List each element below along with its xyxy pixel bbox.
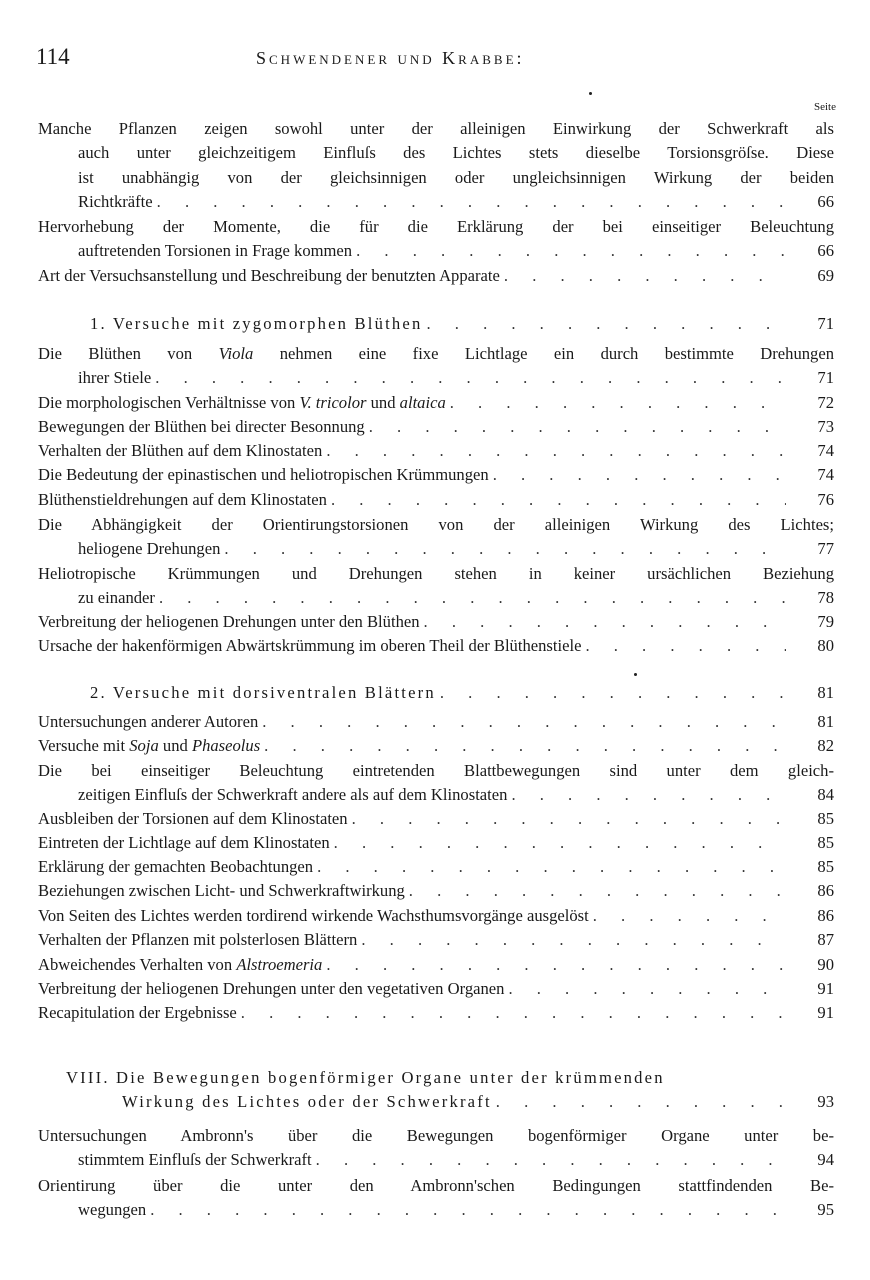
toc-entry xyxy=(38,488,834,512)
toc-entry xyxy=(38,391,834,415)
page-ref: 79 xyxy=(817,612,834,631)
entry-title: Die Bedeutung der epinastischen und heliotropischen Krümmungen xyxy=(38,465,489,484)
page-ref: 74 xyxy=(817,441,834,460)
entry-last-line xyxy=(38,855,834,879)
chapter-heading xyxy=(38,1066,834,1115)
toc-entry xyxy=(38,904,834,928)
toc-entry xyxy=(38,439,834,463)
entry-title: Verhalten der Blüthen auf dem Klinostaten xyxy=(38,441,323,460)
entry-title: Bewegungen der Blüthen bei directer Besonnung xyxy=(38,417,365,436)
dot-leader xyxy=(316,1148,786,1172)
toc-entry xyxy=(38,831,834,855)
entry-title: zeitigen Einfluſs der Schwerkraft andere als auf dem Klinostaten xyxy=(78,785,508,805)
entry-last-line xyxy=(38,1001,834,1025)
entry-title: Art der Versuchsanstellung und Beschreibung der benutzten Apparate xyxy=(38,266,500,285)
page-ref: 76 xyxy=(817,490,834,509)
dot-leader xyxy=(361,928,786,952)
toc-entry xyxy=(38,807,834,831)
dot-leader xyxy=(369,415,786,439)
dot-leader xyxy=(585,634,786,658)
page-ref: 91 xyxy=(817,1003,834,1022)
page-ref: 85 xyxy=(817,809,834,828)
dot-leader xyxy=(440,681,786,705)
dot-leader xyxy=(496,1090,786,1114)
dot-leader xyxy=(426,312,786,336)
toc-entry xyxy=(38,1174,834,1223)
toc-entry xyxy=(38,977,834,1001)
entry-title: Die morphologischen Verhältnisse von V. tricolor und altaica xyxy=(38,393,446,412)
page-ref: 84 xyxy=(817,785,834,805)
entry-title: Richtkräfte xyxy=(78,191,153,211)
entry-title: auftretenden Torsionen in Frage kommen xyxy=(78,241,353,261)
page-ref: 87 xyxy=(817,930,834,949)
page-ref: 91 xyxy=(817,979,834,998)
entry-last-line xyxy=(38,831,834,855)
toc-entry xyxy=(38,710,834,734)
toc-entry xyxy=(38,215,834,264)
entry-title: wegungen xyxy=(78,1200,147,1220)
entry-title: Blüthenstieldrehungen auf dem Klinostaten xyxy=(38,490,327,509)
entry-line: ist unabhängig von der gleichsinnigen oder ungleichsinnigen Wirkung der beiden xyxy=(78,167,834,187)
entry-last-line xyxy=(38,783,834,807)
entry-line: Heliotropische Krümmungen und Drehungen stehen in keiner ursächlichen Beziehung xyxy=(38,564,834,583)
toc-entry xyxy=(38,953,834,977)
entry-title: Untersuchungen anderer Autoren xyxy=(38,712,259,731)
entry-last-line xyxy=(38,928,834,952)
ink-speck xyxy=(589,92,592,95)
toc-entry xyxy=(38,463,834,487)
entry-last-line xyxy=(38,807,834,831)
dot-leader xyxy=(224,537,786,561)
page-ref: 66 xyxy=(817,191,834,211)
entry-last-line xyxy=(38,681,834,705)
entry-last-line xyxy=(38,415,834,439)
toc-entry xyxy=(38,879,834,903)
toc-entry xyxy=(38,759,834,808)
dot-leader xyxy=(262,710,786,734)
toc-entry xyxy=(38,117,834,214)
dot-leader xyxy=(264,734,786,758)
entry-last-line xyxy=(38,312,834,336)
species-name: Phaseolus xyxy=(191,736,261,755)
entry-title: Recapitulation der Ergebnisse xyxy=(38,1003,237,1022)
page-ref: 85 xyxy=(817,833,834,852)
entry-last-line xyxy=(38,537,834,561)
entry-title: zu einander xyxy=(78,588,155,608)
page-ref: 81 xyxy=(817,683,834,702)
entry-last-line xyxy=(38,904,834,928)
page-ref: 72 xyxy=(817,393,834,412)
toc-entry xyxy=(38,928,834,952)
entry-line: auch unter gleichzeitigem Einfluſs des Lichtes stets dieselbe Torsionsgröſse. Diese xyxy=(78,143,834,163)
dot-leader xyxy=(409,879,786,903)
page-ref: 78 xyxy=(817,588,834,608)
page-ref: 86 xyxy=(817,906,834,925)
ink-speck xyxy=(634,673,637,676)
entry-last-line xyxy=(38,1148,834,1172)
page-ref: 86 xyxy=(817,881,834,900)
dot-leader xyxy=(511,783,786,807)
toc-entry xyxy=(38,513,834,562)
dot-leader xyxy=(352,807,786,831)
entry-title: VIII. Die Bewegungen bogenförmiger Organe unter der krümmenden xyxy=(66,1068,665,1087)
toc-entry xyxy=(38,634,834,658)
entry-last-line xyxy=(38,953,834,977)
entry-title: Verbreitung der heliogenen Drehungen unter den vegetativen Organen xyxy=(38,979,505,998)
entry-last-line xyxy=(38,488,834,512)
entry-title: ihrer Stiele xyxy=(78,368,152,388)
entry-line: Die Blüthen von Viola nehmen eine fixe Lichtlage ein durch bestimmte Drehungen xyxy=(38,344,835,363)
toc-entry xyxy=(38,734,834,758)
toc-entry xyxy=(38,562,834,611)
page-ref: 73 xyxy=(817,417,834,436)
dot-leader xyxy=(157,190,786,214)
section-heading xyxy=(38,312,834,336)
entry-title: Ursache der hakenförmigen Abwärtskrümmung im oberen Theil der Blüthenstiele xyxy=(38,636,582,655)
dot-leader xyxy=(424,610,786,634)
entry-title: Erklärung der gemachten Beobachtungen xyxy=(38,857,314,876)
toc-entry xyxy=(38,610,834,634)
toc-entry xyxy=(38,855,834,879)
entry-last-line xyxy=(38,366,834,390)
species-name: Alstroemeria xyxy=(236,955,323,974)
page-ref: 85 xyxy=(817,857,834,876)
entry-title: Von Seiten des Lichtes werden tordirend wirkende Wachsthumsvorgänge ausgelöst xyxy=(38,906,589,925)
entry-last-line xyxy=(38,634,834,658)
entry-last-line xyxy=(38,610,834,634)
dot-leader xyxy=(331,488,786,512)
dot-leader xyxy=(155,366,786,390)
dot-leader xyxy=(493,463,786,487)
page-ref: 77 xyxy=(817,539,834,559)
page-ref: 71 xyxy=(817,368,834,388)
dot-leader xyxy=(241,1001,786,1025)
toc-entry xyxy=(38,1124,834,1173)
page-number: 114 xyxy=(36,44,70,69)
dot-leader xyxy=(450,391,786,415)
entry-line: Hervorhebung der Momente, die für die Erklärung der bei einseitiger Beleuchtung xyxy=(38,217,834,236)
entry-last-line xyxy=(38,710,834,734)
entry-last-line xyxy=(38,1198,834,1222)
page-ref: 74 xyxy=(817,465,834,484)
dot-leader xyxy=(334,831,786,855)
entry-line: Untersuchungen Ambronn's über die Bewegungen bogenförmiger Organe unter be- xyxy=(38,1126,834,1145)
toc-entry xyxy=(38,342,834,391)
entry-line: Manche Pflanzen zeigen sowohl unter der alleinigen Einwirkung der Schwerkraft als xyxy=(38,119,834,138)
dot-leader xyxy=(356,239,786,263)
entry-line: Die Abhängigkeit der Orientirungstorsionen von der alleinigen Wirkung des Lichtes; xyxy=(38,515,834,534)
species-name: V. tricolor xyxy=(299,393,367,412)
page-ref: 80 xyxy=(817,636,834,655)
entry-last-line xyxy=(38,391,834,415)
entry-last-line xyxy=(38,1090,834,1114)
entry-line xyxy=(38,1066,834,1090)
entry-last-line xyxy=(38,264,834,288)
dot-leader xyxy=(326,439,786,463)
entry-last-line xyxy=(38,239,834,263)
entry-line: Orientirung über die unter den Ambronn'schen Bedingungen stattfindenden Be- xyxy=(38,1176,834,1195)
entry-last-line xyxy=(38,586,834,610)
species-name: altaica xyxy=(399,393,446,412)
entry-last-line xyxy=(38,190,834,214)
entry-title: stimmtem Einfluſs der Schwerkraft xyxy=(78,1150,312,1170)
entry-title: 2. Versuche mit dorsiventralen Blättern xyxy=(90,683,436,702)
entry-title: Abweichendes Verhalten von Alstroemeria xyxy=(38,955,323,974)
entry-title: Eintreten der Lichtlage auf dem Klinostaten xyxy=(38,833,330,852)
page-ref: 81 xyxy=(817,712,834,731)
page-ref: 66 xyxy=(817,241,834,261)
dot-leader xyxy=(508,977,786,1001)
entry-line: Die bei einseitiger Beleuchtung eintretenden Blattbewegungen sind unter dem gleich- xyxy=(38,761,834,780)
page-ref: 69 xyxy=(817,266,834,285)
toc-entry xyxy=(38,415,834,439)
entry-last-line xyxy=(38,463,834,487)
page-ref: 90 xyxy=(817,955,834,974)
entry-last-line xyxy=(38,734,834,758)
entry-title: Verbreitung der heliogenen Drehungen unter den Blüthen xyxy=(38,612,420,631)
entry-title: Verhalten der Pflanzen mit polsterlosen Blättern xyxy=(38,930,358,949)
page-ref: 82 xyxy=(817,736,834,755)
entry-title: heliogene Drehungen xyxy=(78,539,221,559)
entry-last-line xyxy=(38,439,834,463)
page-ref: 71 xyxy=(817,314,834,333)
page-ref: 94 xyxy=(817,1150,834,1170)
dot-leader xyxy=(150,1198,786,1222)
page-ref: 95 xyxy=(817,1200,834,1220)
entry-title: Wirkung des Lichtes oder der Schwerkraft xyxy=(122,1092,492,1112)
species-name: Soja xyxy=(129,736,159,755)
dot-leader xyxy=(326,953,786,977)
section-heading xyxy=(38,681,834,705)
seite-column-label: Seite xyxy=(814,101,836,113)
entry-last-line xyxy=(38,977,834,1001)
dot-leader xyxy=(159,586,786,610)
dot-leader xyxy=(504,264,786,288)
entry-title: Ausbleiben der Torsionen auf dem Klinostaten xyxy=(38,809,348,828)
page-ref: 93 xyxy=(817,1092,834,1112)
dot-leader xyxy=(593,904,786,928)
entry-last-line xyxy=(38,879,834,903)
dot-leader xyxy=(317,855,786,879)
toc-entry xyxy=(38,1001,834,1025)
entry-title: 1. Versuche mit zygomorphen Blüthen xyxy=(90,314,423,333)
entry-title: Versuche mit Soja und Phaseolus xyxy=(38,736,261,755)
toc-entry xyxy=(38,264,834,288)
species-name: Viola xyxy=(218,344,254,363)
running-head: Schwendener und Krabbe: xyxy=(256,48,525,68)
entry-title: Beziehungen zwischen Licht- und Schwerkraftwirkung xyxy=(38,881,405,900)
